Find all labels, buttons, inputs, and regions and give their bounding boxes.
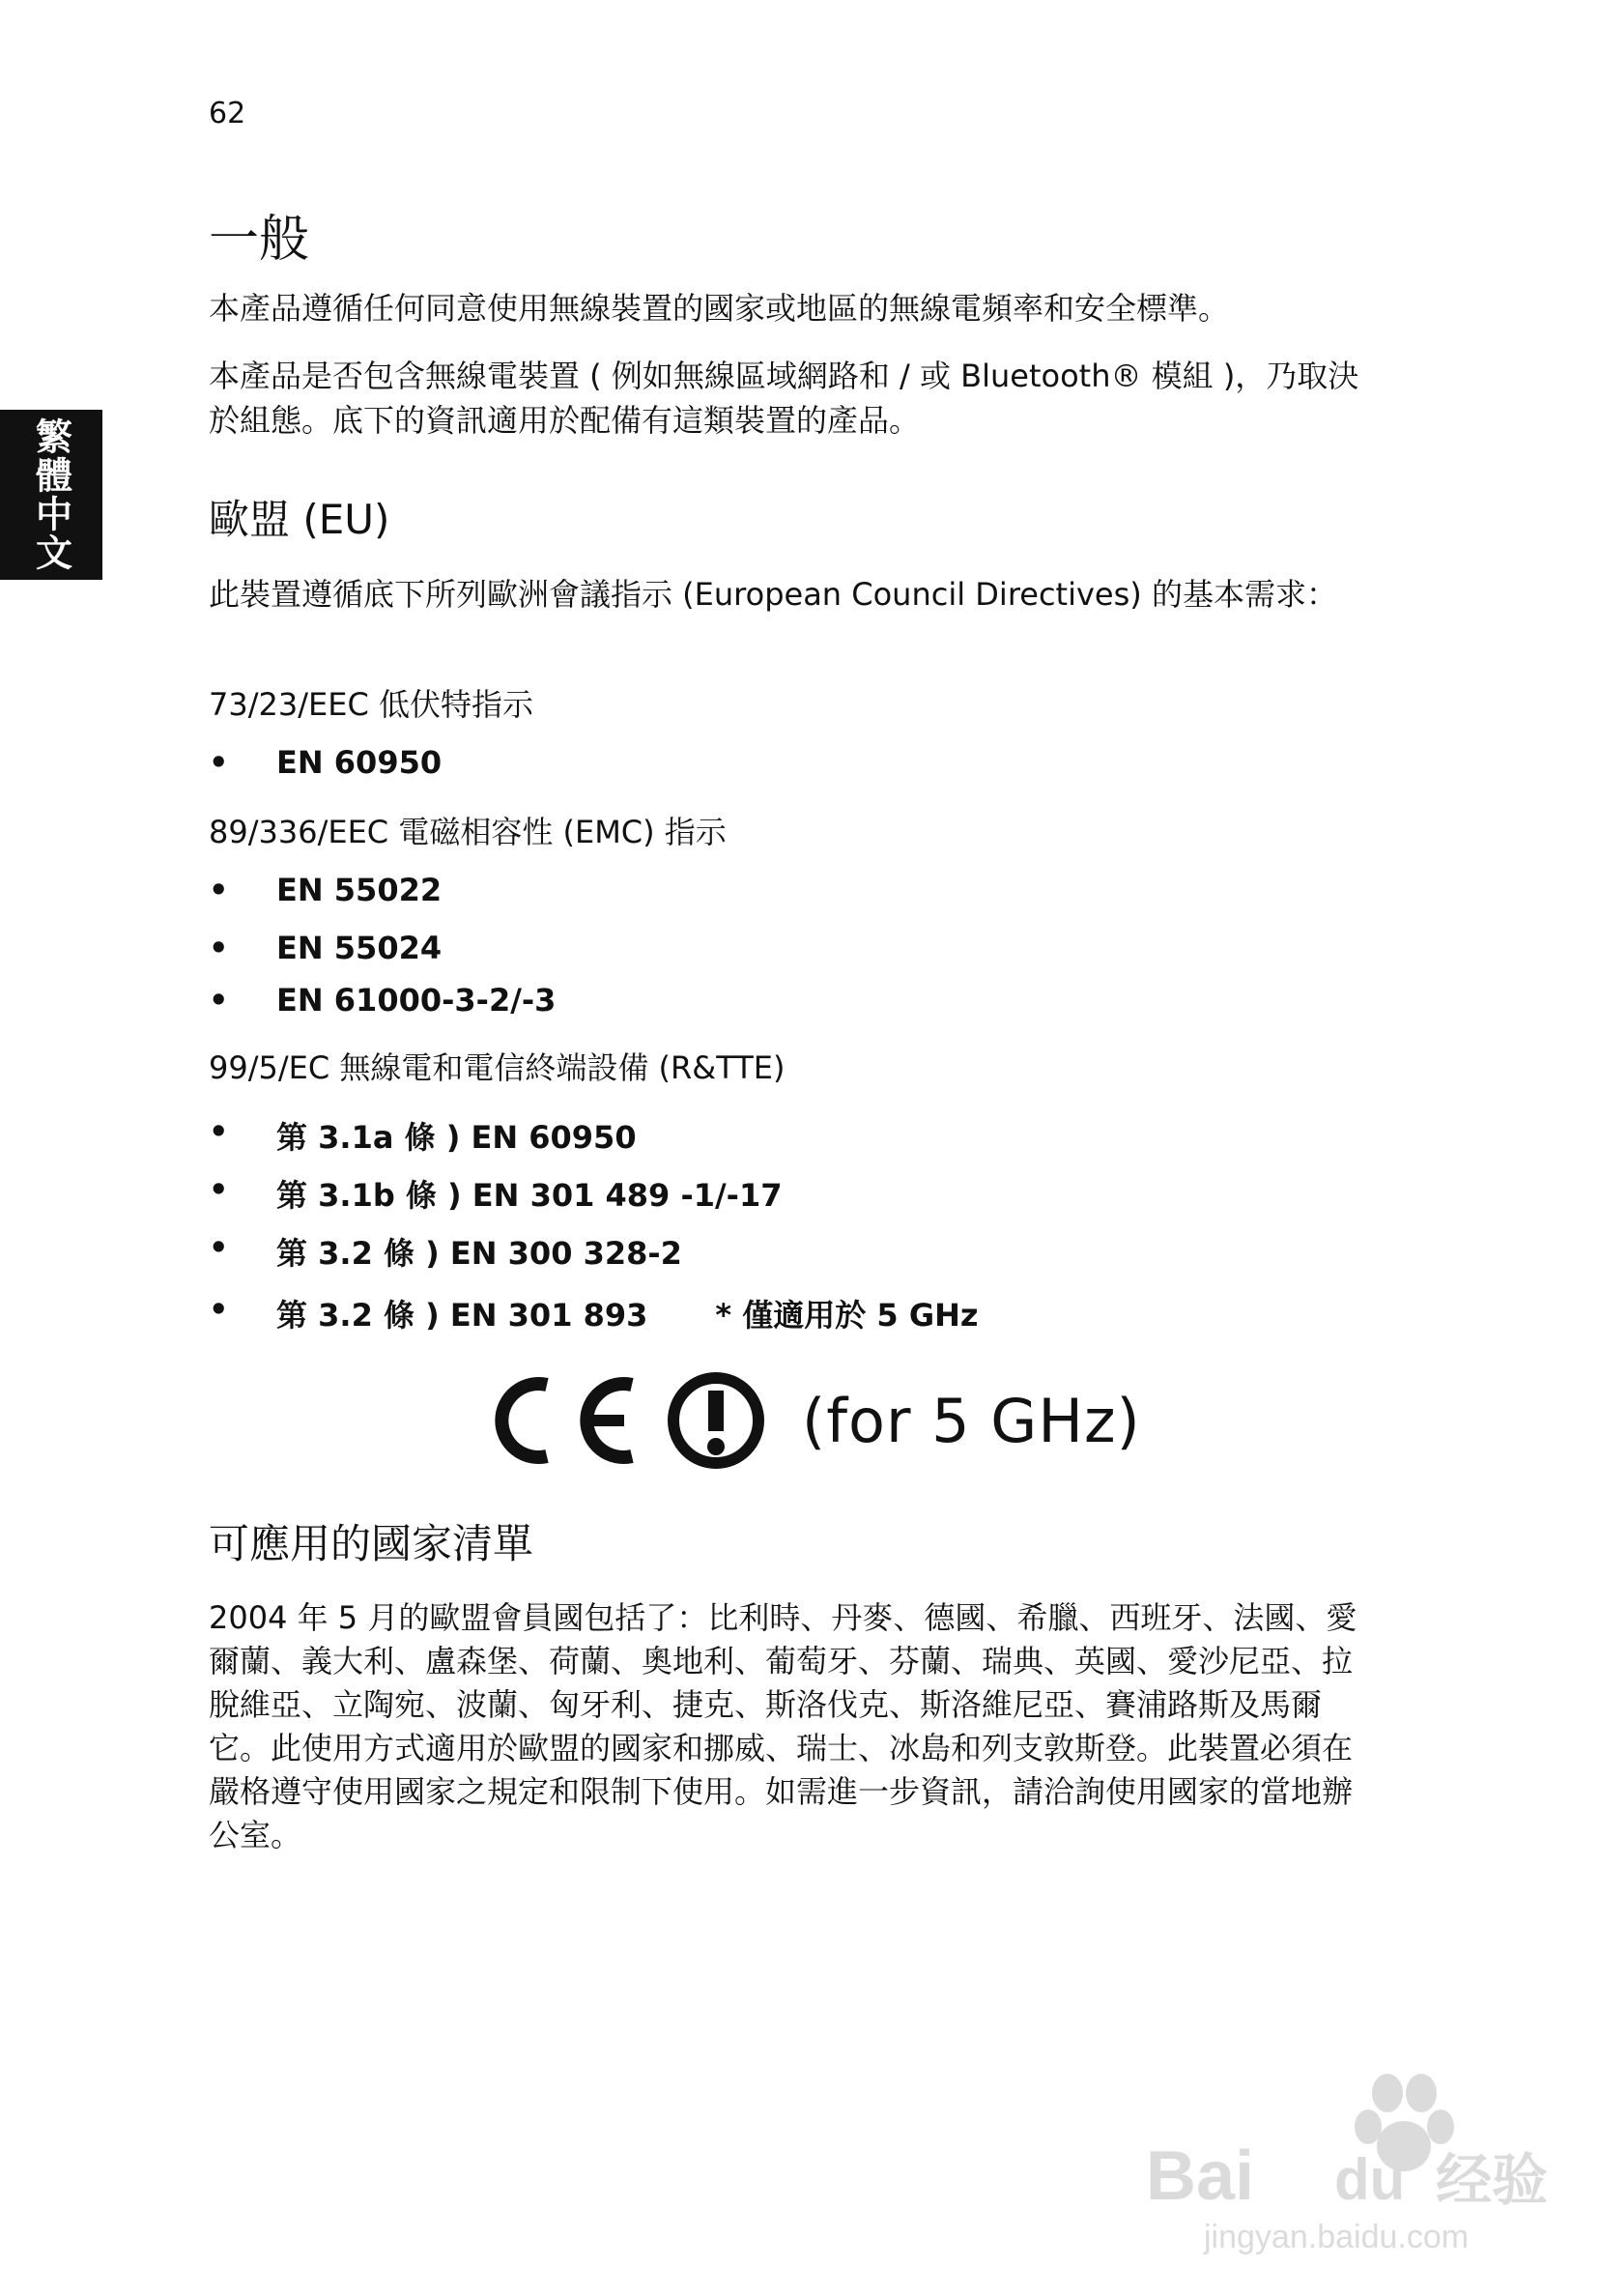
standard-label: EN 55022 — [276, 872, 443, 908]
bullet-dot: • — [209, 1229, 229, 1266]
alert-mark-icon — [663, 1367, 769, 1474]
bullet-dot: • — [209, 930, 229, 966]
list-item — [209, 1113, 637, 1158]
standard-label: EN 61000-3-2/-3 — [276, 982, 557, 1019]
svg-text:Bai: Bai — [1146, 2138, 1255, 2215]
section-heading-countries: 可應用的國家清單 — [209, 1520, 534, 1567]
baidu-watermark-logo — [1146, 2064, 1561, 2257]
general-paragraph-2: 本產品是否包含無線電裝置 ( 例如無線區域網路和 / 或 Bluetooth® 模組 )，乃取決於組態。底下的資訊適用於配備有這類裝置的產品。 — [209, 358, 1359, 439]
bullet-dot: • — [209, 744, 229, 781]
bullet-dot: • — [209, 1113, 229, 1150]
general-paragraph-1: 本產品遵循任何同意使用無線裝置的國家或地區的無線電頻率和安全標準。 — [209, 290, 1230, 327]
standard-label: 第 3.1a 條 ) EN 60950 — [276, 1119, 637, 1156]
standard-label: EN 60950 — [276, 744, 443, 781]
list-item — [209, 1171, 783, 1216]
list-item — [209, 1291, 979, 1335]
emc-directive-title: 89/336/EEC 電磁相容性 (EMC) 指示 — [209, 814, 727, 850]
standard-label: 第 3.2 條 ) EN 300 328-2 — [276, 1235, 682, 1272]
eu-intro: 此裝置遵循底下所列歐洲會議指示 (European Council Directives) 的基本需求： — [209, 576, 1337, 613]
ce-mark-row — [479, 1367, 1141, 1474]
list-item — [209, 744, 442, 781]
bullet-dot: • — [209, 982, 229, 1019]
page-number: 62 — [209, 97, 246, 130]
ce-caption: (for 5 GHz) — [802, 1385, 1141, 1456]
language-tab: 繁體中文 — [0, 410, 102, 580]
bullet-dot: • — [209, 872, 229, 908]
frequency-note: * 僅適用於 5 GHz — [715, 1297, 979, 1334]
section-heading-general: 一般 — [209, 211, 310, 269]
lvd-directive-title: 73/23/EEC 低伏特指示 — [209, 686, 533, 723]
section-heading-eu: 歐盟 (EU) — [209, 496, 390, 543]
standard-label: 第 3.1b 條 ) EN 301 489 -1/-17 — [276, 1177, 783, 1214]
list-item — [209, 872, 442, 908]
svg-text:du: du — [1334, 2147, 1406, 2212]
list-item — [209, 1229, 682, 1274]
rtte-directive-title: 99/5/EC 無線電和電信終端設備 (R&TTE) — [209, 1049, 786, 1086]
countries-paragraph: 2004 年 5 月的歐盟會員國包括了：比利時、丹麥、德國、希臘、西班牙、法國、愛爾蘭、義大利、盧森堡、荷蘭、奧地利、葡萄牙、芬蘭、瑞典、英國、愛沙尼亞、拉脫維亞、立陶宛、波蘭、匈牙利、捷克、斯洛伐克、斯洛維尼亞、賽浦路斯及馬爾它。此使用方式適用於歐盟的國家和挪威、瑞士、冰島和列支敦斯登。此裝置必須在嚴格遵守使用國家之規定和限制下使用。如需進一步資訊，請洽詢使用國家的當地辦公室。 — [209, 1599, 1357, 1853]
svg-text:经验: 经验 — [1436, 2147, 1549, 2213]
list-item — [209, 930, 442, 966]
standard-label: 第 3.2 條 ) EN 301 893 — [276, 1297, 648, 1334]
ce-mark-icon — [479, 1367, 643, 1474]
standard-label: EN 55024 — [276, 930, 443, 966]
watermark-url: jingyan.baidu.com — [1204, 2219, 1470, 2255]
bullet-dot: • — [209, 1171, 229, 1208]
list-item — [209, 982, 556, 1019]
bullet-dot: • — [209, 1291, 229, 1328]
